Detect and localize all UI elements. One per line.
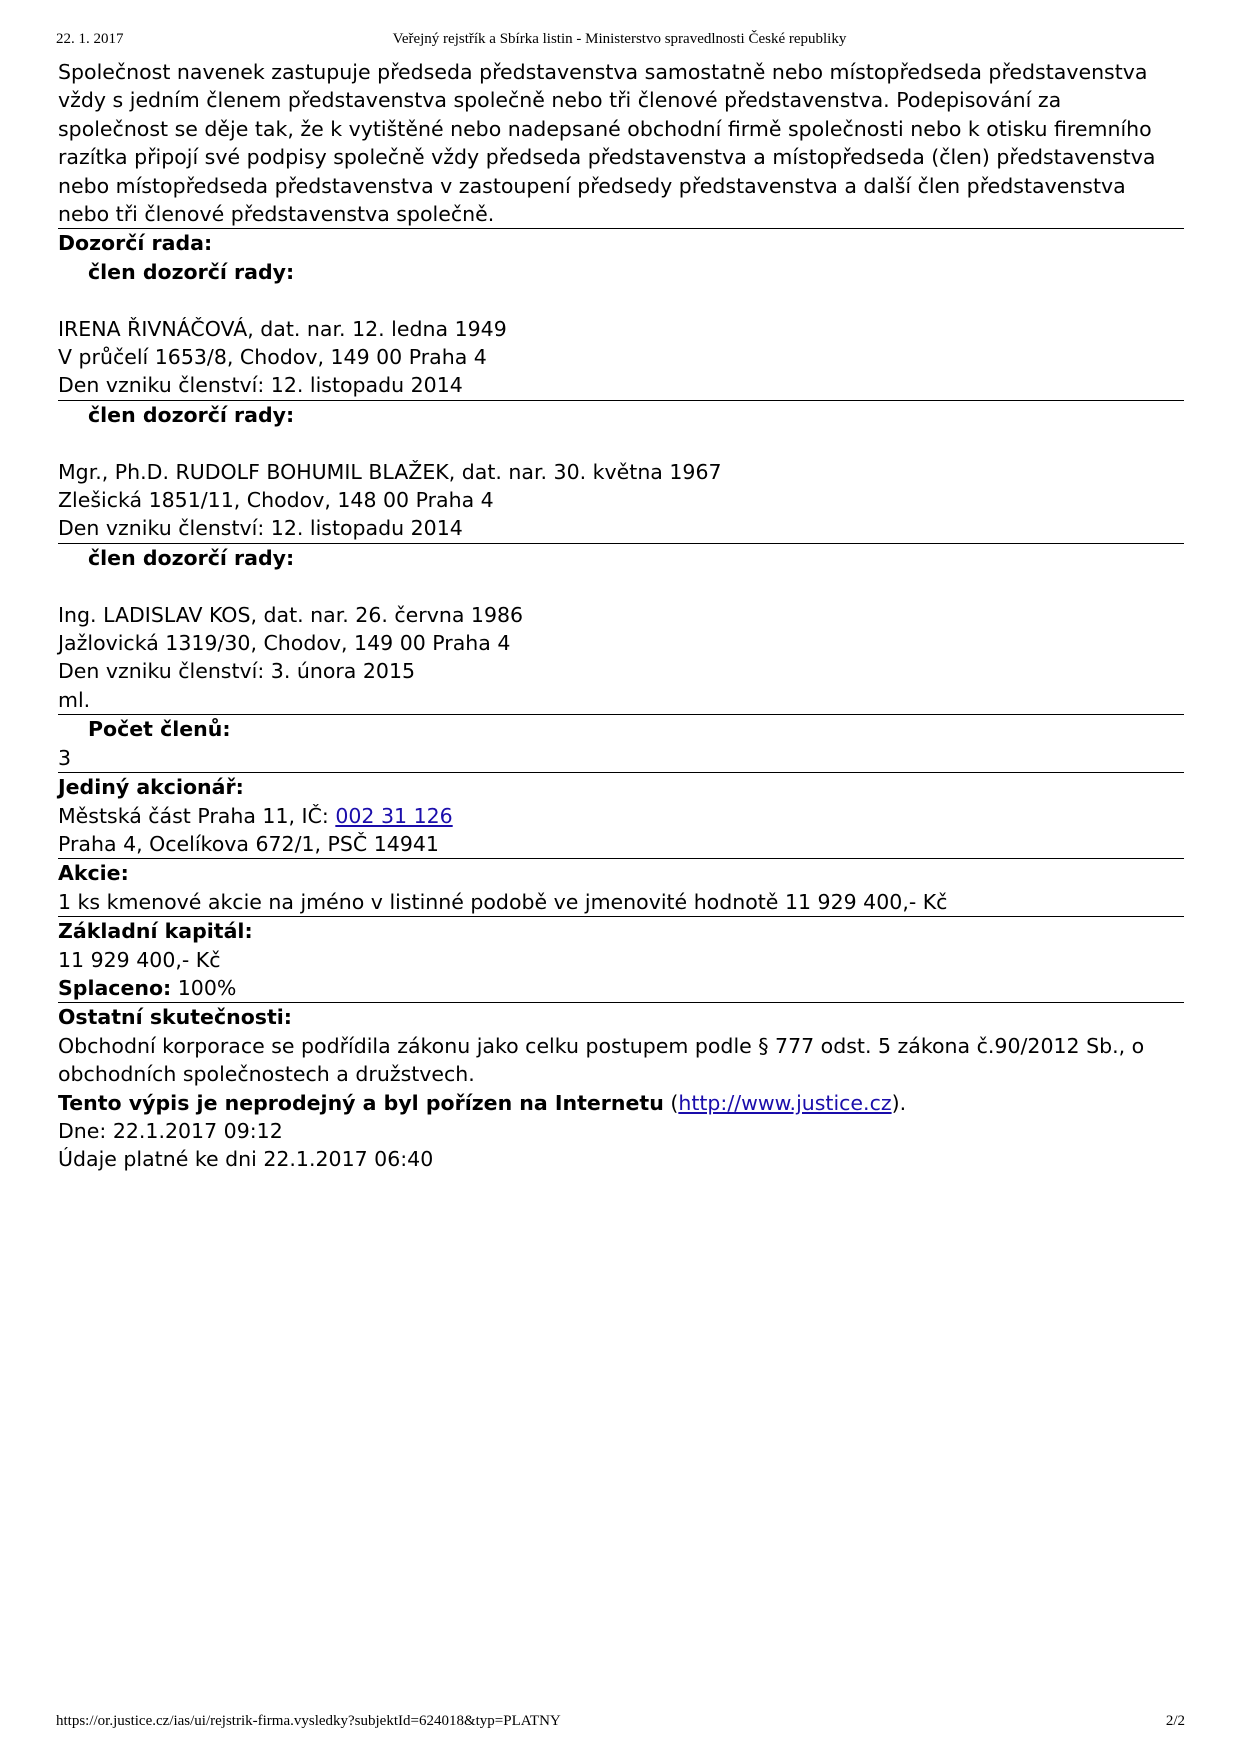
representation-line: razítka připojí své podpisy společně vždy předseda představenstva a místopředseda (člen) představenstva [58,145,1156,170]
representation-line: Společnost navenek zastupuje předseda představenstva samostatně nebo místopředseda představenstva [58,60,1148,84]
other-section [58,1003,1184,1088]
representation-line: nebo místopředseda představenstva v zastoupení předsedy představenstva a další člen představenstva [58,173,1126,198]
shares-section [58,859,1184,917]
shares-text: 1 ks kmenové akcie na jméno v listinné podobě ve jmenovité hodnotě 11 929 400,- Kč [58,889,948,914]
shareholder-heading: Jediný akcionář: [58,775,244,800]
capital-heading: Základní kapitál: [58,919,253,944]
member-name: Mgr., Ph.D. RUDOLF BOHUMIL BLAŽEK, dat. nar. 30. května 1967 [58,459,722,484]
representation-line: nebo tři členové představenstva společně. [58,202,495,227]
board-member [58,544,1184,715]
closing-section [58,1089,1184,1174]
board-member [58,401,1184,544]
closing-paren-close: ). [891,1090,907,1115]
member-address: V průčelí 1653/8, Chodov, 149 00 Praha 4 [58,345,487,370]
member-since: Den vzniku členství: 12. listopadu 2014 [58,373,463,398]
extract-date: Dne: 22.1.2017 09:12 [58,1118,283,1143]
shareholder-name: Městská část Praha 11, IČ: [58,803,336,828]
other-heading: Ostatní skutečnosti: [58,1005,293,1030]
print-source-url: https://or.justice.cz/ias/ui/rejstrik-firma.vysledky?subjektId=624018&typ=PLATNY [56,1713,561,1729]
member-count-label: Počet členů: [88,717,231,742]
member-name: IRENA ŘIVNÁČOVÁ, dat. nar. 12. ledna 1949 [58,316,507,341]
shareholder-section [58,773,1184,859]
paid-line [58,974,1184,1002]
ico-link[interactable]: 002 31 126 [335,803,453,828]
member-name: Ing. LADISLAV KOS, dat. nar. 26. června 1986 [58,602,524,627]
print-page-title: Veřejný rejstřík a Sbírka listin - Ministerstvo spravedlnosti České republiky [392,31,847,47]
data-valid-date: Údaje platné ke dni 22.1.2017 06:40 [58,1147,434,1172]
capital-value: 11 929 400,- Kč [58,947,221,972]
print-date: 22. 1. 2017 [56,31,124,47]
register-extract [58,58,1184,1174]
capital-section [58,917,1184,1003]
paid-value: 100% [177,975,237,1000]
member-address: Zlešická 1851/11, Chodov, 148 00 Praha 4 [58,488,494,513]
justice-link[interactable]: http://www.justice.cz [678,1090,892,1115]
closing-line [58,1089,1184,1117]
closing-paren-open: ( [663,1090,679,1115]
representation-line: společnost se děje tak, že k vytištěné nebo nadepsané obchodní firmě společnosti nebo k otisku firemního [58,116,1152,141]
shareholder-line [58,802,1184,830]
member-since: Den vzniku členství: 12. listopadu 2014 [58,516,463,541]
member-address: Jažlovická 1319/30, Chodov, 149 00 Praha 4 [58,631,511,656]
member-role: člen dozorčí rady: [88,259,295,284]
member-role: člen dozorčí rady: [88,545,295,570]
member-role: člen dozorčí rady: [88,402,295,427]
page-number: 2/2 [1165,1713,1185,1729]
representation-line: vždy s jedním členem představenstva společně nebo tři členové představenstva. Podepisování za [58,88,1062,113]
member-since: Den vzniku členství: 3. února 2015 [58,659,416,684]
shareholder-address: Praha 4, Ocelíkova 672/1, PSČ 14941 [58,831,439,856]
closing-bold-text: Tento výpis je neprodejný a byl pořízen na Internetu [58,1090,664,1115]
member-extra: ml. [58,687,91,712]
supervisory-board-heading: Dozorčí rada: [58,231,213,256]
other-line: obchodních společnostech a družstvech. [58,1062,475,1087]
member-count [58,715,1184,773]
representation-section [58,58,1184,229]
paid-label: Splaceno: [58,975,172,1000]
member-count-value: 3 [58,745,72,770]
shares-heading: Akcie: [58,861,129,886]
board-member [58,258,1184,401]
other-line: Obchodní korporace se podřídila zákonu jako celku postupem podle § 777 odst. 5 zákona č.90/2012 Sb., o [58,1033,1145,1058]
